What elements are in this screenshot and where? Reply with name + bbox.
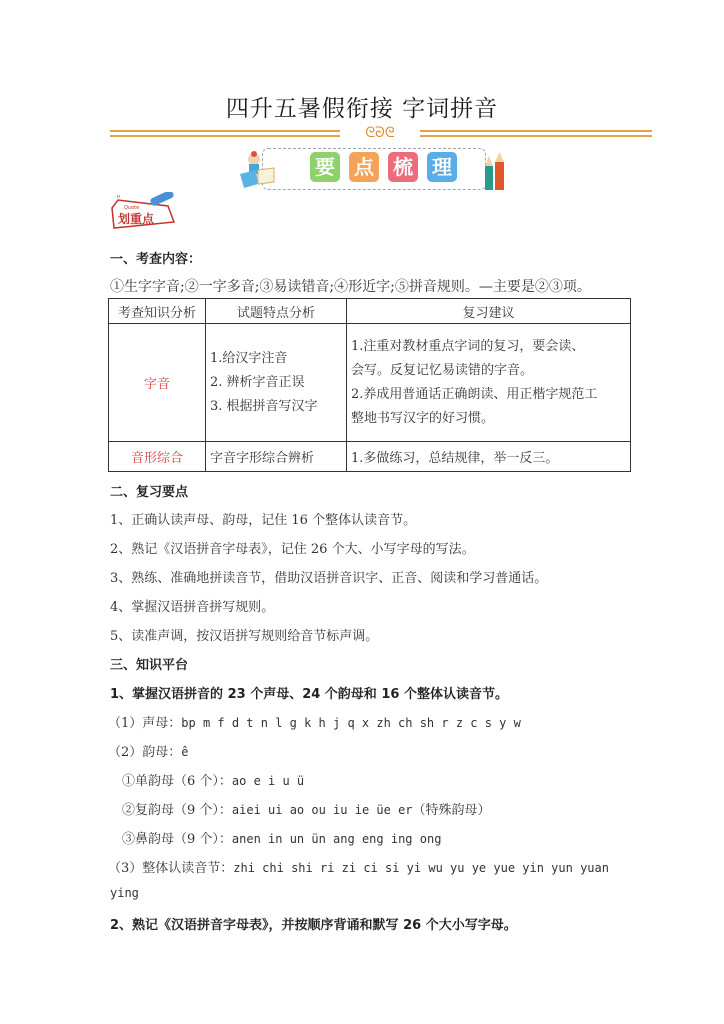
- page-title: 四升五暑假衔接 字词拼音: [225, 96, 499, 122]
- advice-line: 会写。反复记忆易读错的字音。: [351, 362, 534, 378]
- advice-line: 2.养成用普通话正确朗读、用正楷字规范工: [351, 386, 598, 402]
- finals-line: [108, 741, 189, 760]
- nasal-finals-list: anen in un ün ang eng ing ong: [231, 832, 442, 846]
- table-row: [109, 442, 631, 472]
- finals-label: （2）韵母：: [108, 745, 182, 760]
- compound-finals-line: [122, 799, 491, 818]
- row-features: [206, 324, 347, 442]
- initials-line: [108, 712, 521, 731]
- row-advice: 1.多做练习，总结规律，举一反三。: [347, 442, 631, 472]
- section1-heading: 一、考查内容：: [110, 252, 202, 267]
- initials-list: bp m f d t n l g k h j q x zh ch sh r z c s y w: [181, 716, 521, 730]
- badge-shu: 梳: [388, 152, 418, 182]
- pencils-icon: [482, 152, 508, 190]
- scroll-ornament-icon: ᘓᘐᘓ: [340, 125, 420, 141]
- ornamental-divider: [110, 127, 652, 141]
- feature-item: 1.给汉字注音: [210, 350, 288, 366]
- badge-dian: 点: [349, 152, 379, 182]
- feature-item: 2. 辨析字音正误: [210, 374, 305, 390]
- review-point: 2、熟记《汉语拼音字母表》，记住 26 个大、小写字母的写法。: [110, 542, 475, 557]
- review-point: 5、读准声调，按汉语拼写规则给音节标声调。: [110, 629, 379, 644]
- row-advice: [347, 324, 631, 442]
- review-point: 4、掌握汉语拼音拼写规则。: [110, 600, 275, 615]
- table-row: [109, 324, 631, 442]
- row-topic: 字音: [109, 324, 206, 442]
- knowledge-point-1: 1、掌握汉语拼音的 23 个声母、24 个韵母和 16 个整体认读音节。: [110, 687, 508, 702]
- nasal-finals-line: [122, 828, 441, 847]
- simple-finals-line: [122, 770, 304, 789]
- col-header-advice: 复习建议: [347, 299, 631, 324]
- review-table: [108, 298, 631, 472]
- table-header-row: [109, 299, 631, 324]
- col-header-knowledge: 考查知识分析: [109, 299, 206, 324]
- knowledge-point-2: 2、熟记《汉语拼音字母表》，并按顺序背诵和默写 26 个大小写字母。: [110, 918, 517, 933]
- highlight-quote-tag: [108, 192, 180, 232]
- key-points-banner: [238, 146, 508, 192]
- simple-finals-label: ①单韵母（6 个）：: [122, 774, 232, 789]
- feature-item: 3. 根据拼音写汉字: [210, 398, 318, 414]
- section2-heading: 二、复习要点: [110, 485, 189, 500]
- whole-syllables-label: （3）整体认读音节：: [108, 861, 234, 876]
- section3-heading: 三、知识平台: [110, 658, 189, 673]
- whole-syllables-list: zhi chi shi ri zi ci si yi wu yu ye yue yin yun yuan: [233, 861, 609, 875]
- whole-syllables-line: [108, 857, 609, 876]
- compound-finals-note: （特殊韵母）: [412, 803, 491, 818]
- compound-finals-label: ②复韵母（9 个）：: [122, 803, 232, 818]
- review-point: 1、正确认读声母、韵母，记住 16 个整体认读音节。: [110, 513, 417, 528]
- badge-li: 理: [427, 152, 457, 182]
- nasal-finals-label: ③鼻韵母（9 个）：: [122, 832, 232, 847]
- svg-text:Quote: Quote: [124, 205, 140, 211]
- initials-label: （1）声母：: [108, 716, 182, 731]
- exam-content-summary: ①生字字音;②一字多音;③易读错音;④形近字;⑤拼音规则。—主要是②③项。: [110, 279, 591, 295]
- simple-finals-list: ao e i u ü: [231, 774, 305, 788]
- advice-line: 1.注重对教材重点字词的复习，要会读、: [351, 338, 585, 354]
- row-topic: 音形综合: [109, 442, 206, 472]
- advice-line: 整地书写汉字的好习惯。: [351, 410, 495, 426]
- review-point: 3、熟练、准确地拼读音节，借助汉语拼音识字、正音、阅读和学习普通话。: [110, 571, 548, 586]
- whole-syllables-continued: ying: [110, 886, 139, 900]
- reading-child-icon: [238, 150, 278, 190]
- badge-yao: 要: [310, 152, 340, 182]
- row-features: 字音字形综合辨析: [206, 442, 347, 472]
- svg-text:“: “: [116, 195, 121, 205]
- svg-text:划重点: 划重点: [118, 212, 155, 226]
- finals-extra: ê: [181, 745, 189, 759]
- col-header-features: 试题特点分析: [206, 299, 347, 324]
- compound-finals-list: aiei ui ao ou iu ie üe er: [231, 803, 413, 817]
